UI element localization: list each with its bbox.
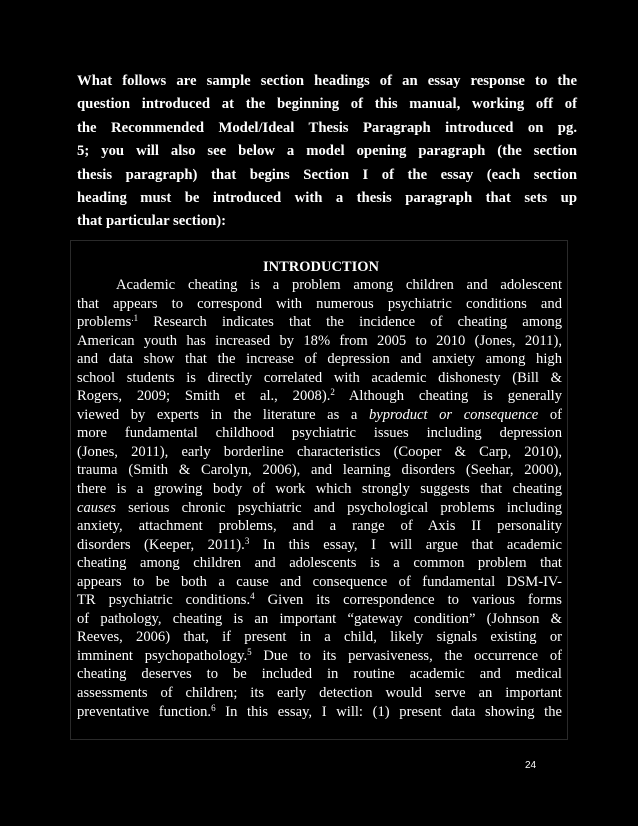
paragraph-line <box>77 647 562 666</box>
footnote-marker: 2 <box>330 387 335 398</box>
paragraph-line <box>77 406 562 425</box>
model-paragraph <box>77 276 562 721</box>
paragraph-line <box>77 517 562 536</box>
line-text: disorders (Keeper, 2011). <box>77 536 245 553</box>
paragraph-line <box>77 350 562 369</box>
line-text: Given its correspondence to various forms <box>254 592 562 609</box>
intro-line: question introduced at the beginning of this manual, working off of <box>77 96 577 113</box>
line-text: imminent psychopathology. <box>77 647 248 664</box>
line-text: In this essay, I will: (1) present data showing the <box>215 703 562 720</box>
line-text: cheating among children and adolescents is a common problem that <box>77 555 562 572</box>
line-text: Academic cheating is a problem among children and adolescent <box>116 277 562 293</box>
intro-paragraph <box>77 70 577 234</box>
line-text: more fundamental childhood psychiatric issues including depression <box>77 425 562 442</box>
footnote-marker: 5 <box>247 646 252 657</box>
paragraph-line <box>77 499 562 518</box>
paragraph-line <box>77 276 562 295</box>
line-text: assessments of children; its early detection would serve an important <box>77 685 562 702</box>
intro-line: the Recommended Model/Ideal Thesis Paragraph introduced on pg. <box>77 119 577 136</box>
paragraph-line <box>77 369 562 388</box>
line-text: of pathology, cheating is an important “gateway condition” (Johnson & <box>77 610 562 627</box>
line-text: serious chronic psychiatric and psychological problems including <box>115 499 562 516</box>
paragraph-line <box>77 610 562 629</box>
line-text: preventative function. <box>77 703 212 720</box>
line-text: TR psychiatric conditions. <box>77 592 251 609</box>
line-text: Rogers, 2009; Smith et al., 2008). <box>77 388 331 405</box>
section-heading <box>0 258 638 276</box>
line-text: cheating deserves to be included in routine academic and medical <box>77 666 562 683</box>
paragraph-line <box>77 424 562 443</box>
line-text: of <box>538 406 562 423</box>
paragraph-line <box>77 628 562 647</box>
intro-line: that particular section): <box>77 213 227 230</box>
paragraph-line <box>77 554 562 573</box>
line-text: anxiety, attachment problems, and a range of Axis II personality <box>77 518 562 535</box>
line-text: trauma (Smith & Carolyn, 2006), and learning disorders (Seehar, 2000), <box>77 462 562 479</box>
footnote-marker: 3 <box>244 535 250 546</box>
line-text: Reeves, 2006) that, if present in a child, likely signals existing or <box>77 629 562 646</box>
paragraph-line <box>77 591 562 610</box>
line-text: Research indicates that the incidence of cheating among <box>138 314 562 331</box>
line-text: American youth has increased by 18% from 2005 to 2010 (Jones, 2011), <box>77 332 562 349</box>
paragraph-line <box>77 313 562 332</box>
footnote-marker: 6 <box>211 702 216 713</box>
paragraph-line <box>77 536 562 555</box>
emphasis-text: byproduct or consequence <box>368 406 539 423</box>
line-text: that appears to correspond with numerous psychiatric conditions and <box>77 295 562 312</box>
line-text: Although cheating is generally <box>334 388 562 405</box>
paragraph-line <box>77 573 562 592</box>
paragraph-line <box>77 480 562 499</box>
line-text: school students is directly correlated with academic dishonesty (Bill & <box>77 369 562 386</box>
intro-line: heading must be introduced with a thesis paragraph that sets up <box>77 190 577 207</box>
footnote-marker: 4 <box>250 591 255 602</box>
intro-line: What follows are sample section headings of an essay response to the <box>77 73 577 89</box>
line-text: viewed by experts in the literature as a <box>77 406 369 423</box>
line-text: problems <box>77 314 132 331</box>
paragraph-line <box>77 461 562 480</box>
line-text: and data show that the increase of depression and anxiety among high <box>77 351 562 368</box>
section-heading-text: INTRODUCTION <box>262 259 379 275</box>
paragraph-line <box>77 332 562 351</box>
line-text: In this essay, I will argue that academic <box>249 536 562 553</box>
paragraph-line <box>77 665 562 684</box>
intro-line: thesis paragraph) that begins Section I of the essay (each section <box>77 166 577 183</box>
footnote-marker: .1 <box>131 313 139 324</box>
paragraph-line <box>77 295 562 314</box>
line-text: there is a growing body of work which strongly suggests that cheating <box>77 481 562 498</box>
paragraph-line <box>77 387 562 406</box>
intro-line: 5; you will also see below a model opening paragraph (the section <box>77 143 577 160</box>
line-text: (Jones, 2011), early borderline characteristics (Cooper & Carp, 2010), <box>77 443 562 460</box>
page-number: 24 <box>525 760 537 771</box>
paragraph-line <box>77 684 562 703</box>
line-text: Due to its pervasiveness, the occurrence of <box>251 647 562 664</box>
paragraph-line <box>77 443 562 462</box>
paragraph-line <box>77 703 562 722</box>
line-text: appears to be both a cause and consequence of fundamental DSM-IV- <box>77 573 562 590</box>
emphasis-text: causes <box>77 499 116 516</box>
